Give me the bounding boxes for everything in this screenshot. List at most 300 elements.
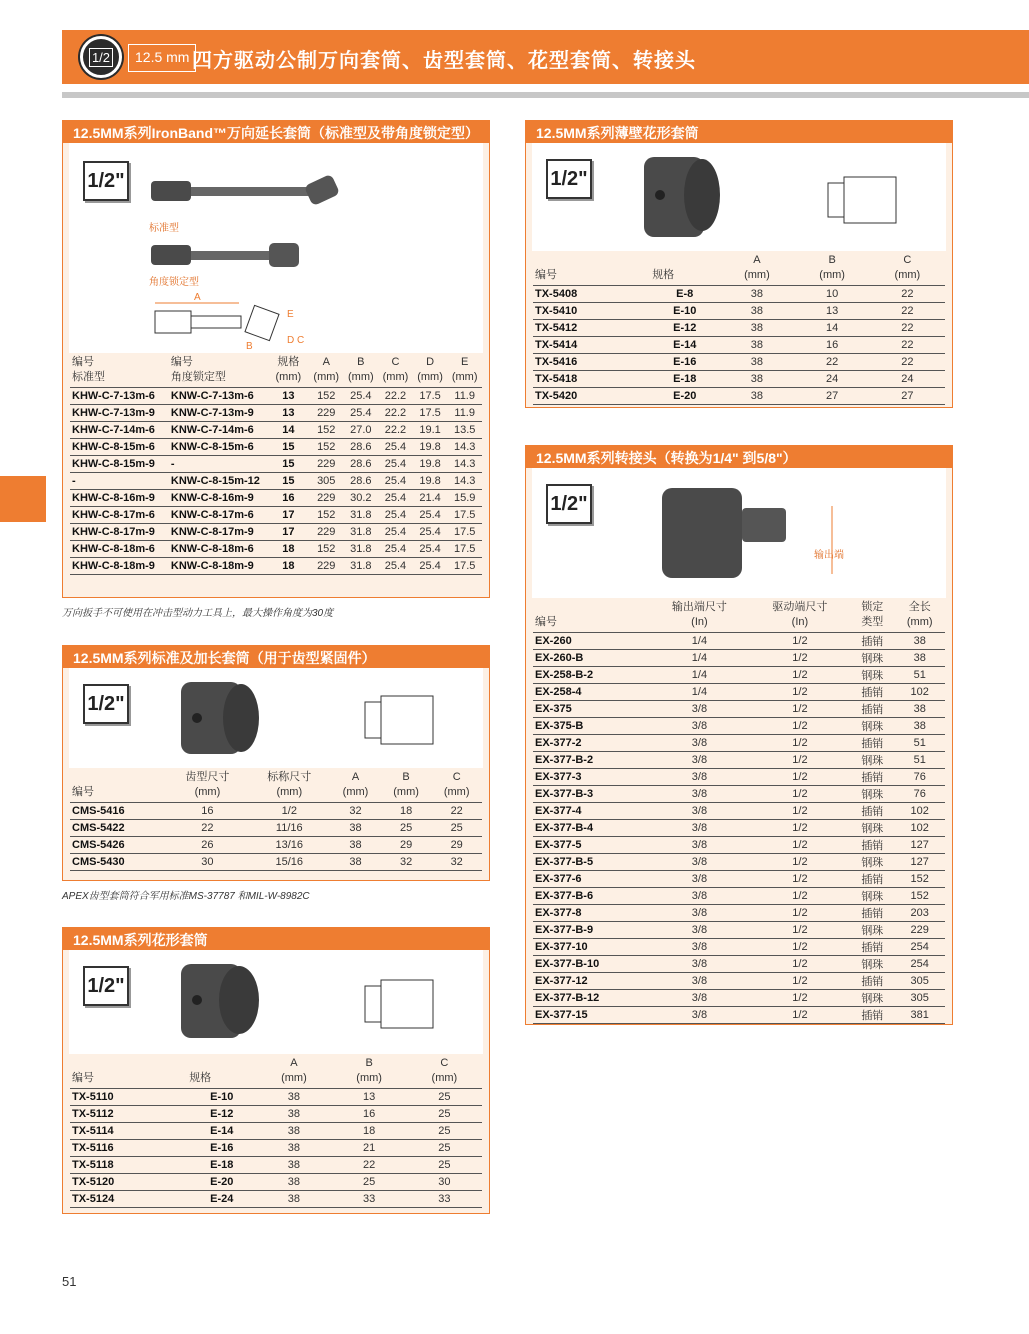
table-cell: TX-5112 (70, 1106, 187, 1123)
table-cell: EX-377-4 (533, 803, 649, 820)
table-cell: TX-5410 (533, 303, 650, 320)
table-row (533, 820, 945, 837)
table-cell: TX-5420 (533, 388, 650, 405)
table-cell: 钢珠 (850, 990, 894, 1007)
table-cell: E-20 (650, 388, 719, 405)
spline-note: APEX齿型套筒符合军用标准MS-37787 和MIL-W-8982C (62, 891, 310, 902)
socket-locked-icon (151, 243, 299, 267)
table-cell: 17.5 (447, 558, 482, 575)
thin-torx-table (533, 251, 945, 405)
table-cell: 16 (167, 803, 249, 820)
table-row (533, 388, 945, 405)
table-cell: 38 (256, 1157, 331, 1174)
table-cell: 31.8 (344, 524, 379, 541)
table-row (533, 684, 945, 701)
table-cell: 3/8 (649, 701, 750, 718)
table-cell: 31.8 (344, 507, 379, 524)
table-row (70, 524, 482, 541)
table-cell: 1/2 (750, 667, 851, 684)
side-tab-marker (0, 476, 46, 522)
table-cell: 22 (870, 320, 945, 337)
table-cell: 钢珠 (850, 888, 894, 905)
table-cell: 22 (332, 1157, 407, 1174)
table-cell: 203 (894, 905, 945, 922)
table-cell: TX-5414 (533, 337, 650, 354)
table-cell: 1/4 (649, 684, 750, 701)
table-cell: 51 (894, 752, 945, 769)
column-header: 齿型尺寸 (mm) (185, 771, 230, 798)
table-cell: EX-258-B-2 (533, 667, 649, 684)
table-cell: 38 (719, 337, 794, 354)
table-cell: 22 (870, 337, 945, 354)
table-cell: 229 (894, 922, 945, 939)
table-cell: 32 (431, 854, 482, 871)
table-cell: 3/8 (649, 888, 750, 905)
table-row (70, 456, 482, 473)
table-cell: 25.4 (413, 541, 448, 558)
table-row (533, 786, 945, 803)
table-cell: 38 (256, 1123, 331, 1140)
table-cell: 38 (719, 303, 794, 320)
table-cell: KHW-C-8-15m-9 (70, 456, 169, 473)
column-header: 编号 (535, 616, 557, 628)
panel-title: 12.5MM系列转接头（转换为1/4" 到5/8"） (526, 446, 952, 468)
table-cell: 插销 (850, 939, 894, 956)
table-cell: KNW-C-7-13m-6 (169, 388, 268, 405)
table-cell: 38 (330, 837, 381, 854)
table-cell: TX-5114 (70, 1123, 187, 1140)
table-cell: 22.2 (378, 422, 413, 439)
table-cell: 17.5 (447, 541, 482, 558)
table-cell: 229 (309, 524, 344, 541)
table-cell: 1/2 (750, 871, 851, 888)
table-cell: 24 (870, 371, 945, 388)
table-cell: 152 (894, 871, 945, 888)
product-image-area (69, 668, 483, 768)
table-cell: 3/8 (649, 803, 750, 820)
table-row (533, 990, 945, 1007)
table-cell: 38 (719, 371, 794, 388)
table-cell: 38 (894, 701, 945, 718)
table-cell: 插销 (850, 837, 894, 854)
table-cell: 22 (167, 820, 249, 837)
table-cell: 14.3 (447, 473, 482, 490)
table-cell: 24 (795, 371, 870, 388)
table-row (70, 1174, 482, 1191)
table-cell: KNW-C-8-16m-9 (169, 490, 268, 507)
table-row (70, 803, 482, 820)
table-cell: 3/8 (649, 820, 750, 837)
table-cell: 3/8 (649, 769, 750, 786)
table-row (533, 701, 945, 718)
table-cell: 1/2 (750, 735, 851, 752)
table-cell: 钢珠 (850, 752, 894, 769)
table-cell: EX-377-8 (533, 905, 649, 922)
table-cell: 38 (256, 1140, 331, 1157)
panel-title: 12.5MM系列花形套筒 (63, 928, 489, 950)
table-row (533, 837, 945, 854)
table-cell: 14.3 (447, 439, 482, 456)
table-cell: EX-377-B-3 (533, 786, 649, 803)
table-cell: 13.5 (447, 422, 482, 439)
table-cell: 1/2 (750, 803, 851, 820)
table-cell: 27 (870, 388, 945, 405)
table-row (533, 922, 945, 939)
table-cell: KHW-C-7-13m-9 (70, 405, 169, 422)
table-row (533, 854, 945, 871)
table-cell: 15.9 (447, 490, 482, 507)
column-header: 编号 角度锁定型 (170, 356, 226, 383)
table-cell: 127 (894, 854, 945, 871)
torx-table (70, 1054, 482, 1208)
table-cell: 28.6 (344, 456, 379, 473)
table-cell: TX-5118 (70, 1157, 187, 1174)
table-cell: 38 (256, 1174, 331, 1191)
table-cell: 17.5 (447, 507, 482, 524)
table-cell: 14 (268, 422, 309, 439)
product-image-area (69, 950, 483, 1054)
table-cell: E-14 (187, 1123, 256, 1140)
table-cell: TX-5116 (70, 1140, 187, 1157)
table-cell: 1/4 (649, 650, 750, 667)
table-cell: 152 (894, 888, 945, 905)
table-row (70, 837, 482, 854)
table-cell: CMS-5422 (70, 820, 167, 837)
column-header: 标称尺寸 (mm) (267, 771, 312, 798)
table-cell: EX-377-10 (533, 939, 649, 956)
table-cell: 1/2 (750, 973, 851, 990)
spline-socket-illustration (69, 668, 483, 768)
panel-universal (62, 120, 490, 598)
table-row (70, 422, 482, 439)
table-cell: 1/2 (750, 684, 851, 701)
table-cell: 76 (894, 769, 945, 786)
table-cell: 插销 (850, 905, 894, 922)
table-cell: 1/2 (750, 633, 851, 650)
table-cell: TX-5416 (533, 354, 650, 371)
column-header: 规格 (652, 269, 675, 281)
table-cell: 381 (894, 1007, 945, 1024)
table-row (70, 854, 482, 871)
universal-note: 万向扳手不可使用在冲击型动力工具上，最大操作角度为30度 (62, 608, 334, 619)
table-row (533, 752, 945, 769)
table-cell: 3/8 (649, 1007, 750, 1024)
table-cell: 19.8 (413, 456, 448, 473)
table-cell: KNW-C-8-18m-9 (169, 558, 268, 575)
table-cell: 51 (894, 735, 945, 752)
table-cell: 13/16 (248, 837, 330, 854)
table-cell: 29 (431, 837, 482, 854)
table-cell: 1/2 (750, 786, 851, 803)
column-header: D (mm) (417, 356, 443, 383)
table-cell: 插销 (850, 871, 894, 888)
table-cell: 25.4 (378, 473, 413, 490)
table-cell: 22 (795, 354, 870, 371)
table-cell: 28.6 (344, 473, 379, 490)
table-cell: 254 (894, 939, 945, 956)
table-cell: 22 (870, 286, 945, 303)
table-cell: 38 (719, 320, 794, 337)
panel-spline (62, 645, 490, 881)
svg-text:B: B (246, 341, 253, 352)
table-row (533, 633, 945, 650)
table-cell: 25.4 (413, 507, 448, 524)
table-cell: 33 (407, 1191, 482, 1208)
table-cell: EX-260 (533, 633, 649, 650)
table-cell: E-12 (187, 1106, 256, 1123)
table-cell: E-16 (650, 354, 719, 371)
table-cell: 13 (268, 388, 309, 405)
table-cell: 102 (894, 803, 945, 820)
table-cell: 3/8 (649, 905, 750, 922)
table-cell: TX-5110 (70, 1089, 187, 1106)
table-cell: KHW-C-7-13m-6 (70, 388, 169, 405)
table-cell: 钢珠 (850, 854, 894, 871)
table-cell: 1/2 (750, 769, 851, 786)
product-image-area (69, 143, 483, 353)
column-header: C (mm) (382, 356, 409, 383)
table-cell: KHW-C-8-15m-6 (70, 439, 169, 456)
table-cell: E-8 (650, 286, 719, 303)
table-cell: 152 (309, 507, 344, 524)
table-cell: 22 (870, 303, 945, 320)
page-number: 51 (62, 1274, 77, 1289)
table-cell: 38 (894, 633, 945, 650)
drive-size-box: 1/2" (83, 161, 129, 201)
table-row (70, 405, 482, 422)
table-cell: KHW-C-8-18m-9 (70, 558, 169, 575)
table-cell: KHW-C-8-16m-9 (70, 490, 169, 507)
table-cell: 3/8 (649, 718, 750, 735)
column-header: 规格 (189, 1072, 212, 1084)
table-cell: KNW-C-7-13m-9 (169, 405, 268, 422)
table-cell: 25 (407, 1123, 482, 1140)
column-header: A (mm) (281, 1057, 307, 1084)
table-cell: KNW-C-8-15m-6 (169, 439, 268, 456)
column-header: C (mm) (443, 771, 470, 798)
torx-socket-illustration (69, 950, 483, 1054)
table-row (533, 956, 945, 973)
table-cell: 25.4 (378, 490, 413, 507)
table-cell: 25 (381, 820, 432, 837)
table-cell: 1/2 (750, 854, 851, 871)
table-cell: 32 (330, 803, 381, 820)
table-cell: 25 (332, 1174, 407, 1191)
table-cell: 26 (167, 837, 249, 854)
table-cell: 插销 (850, 684, 894, 701)
panel-title: 12.5MM系列标准及加长套筒（用于齿型紧固件） (63, 646, 489, 668)
table-row (70, 1089, 482, 1106)
table-row (533, 735, 945, 752)
table-cell: 31.8 (344, 541, 379, 558)
table-cell: 25.4 (344, 405, 379, 422)
table-cell: 钢珠 (850, 718, 894, 735)
table-cell: TX-5124 (70, 1191, 187, 1208)
table-cell: 152 (309, 439, 344, 456)
table-cell: TX-5408 (533, 286, 650, 303)
table-cell: 钢珠 (850, 820, 894, 837)
table-cell: KHW-C-7-14m-6 (70, 422, 169, 439)
table-cell: 16 (795, 337, 870, 354)
table-cell: 21.4 (413, 490, 448, 507)
table-row (533, 303, 945, 320)
table-cell: CMS-5430 (70, 854, 167, 871)
table-cell: 152 (309, 541, 344, 558)
table-cell: 38 (894, 718, 945, 735)
table-cell: 1/2 (750, 701, 851, 718)
table-cell: 钢珠 (850, 956, 894, 973)
header-divider (62, 92, 1029, 98)
panel-adapter (525, 445, 953, 1025)
table-row (70, 820, 482, 837)
table-cell: 3/8 (649, 837, 750, 854)
table-cell: 钢珠 (850, 650, 894, 667)
table-cell: 1/2 (750, 820, 851, 837)
table-cell: CMS-5416 (70, 803, 167, 820)
table-row (533, 286, 945, 303)
table-cell: 17 (268, 524, 309, 541)
column-header: A (mm) (313, 356, 340, 383)
table-cell: 钢珠 (850, 786, 894, 803)
table-cell: 3/8 (649, 786, 750, 803)
table-cell: 25.4 (413, 558, 448, 575)
header-size: 12.5 mm (128, 44, 196, 72)
table-cell: EX-377-B-10 (533, 956, 649, 973)
table-cell: 33 (332, 1191, 407, 1208)
thin-torx-socket-illustration (532, 143, 946, 251)
table-header-row (533, 598, 945, 633)
column-header: C (mm) (431, 1057, 458, 1084)
table-row (533, 667, 945, 684)
table-cell: 1/4 (649, 667, 750, 684)
table-cell: 13 (795, 303, 870, 320)
table-cell: 38 (894, 650, 945, 667)
table-cell: KHW-C-8-17m-6 (70, 507, 169, 524)
table-cell: 19.8 (413, 473, 448, 490)
dimension-diagram (155, 303, 279, 341)
table-cell: 插销 (850, 769, 894, 786)
table-cell: EX-375 (533, 701, 649, 718)
table-cell: 229 (309, 558, 344, 575)
table-cell: 11.9 (447, 388, 482, 405)
drive-size-box: 1/2" (546, 159, 592, 199)
table-header-row (533, 251, 945, 286)
table-cell: 38 (256, 1191, 331, 1208)
table-row (533, 973, 945, 990)
table-cell: KNW-C-7-14m-6 (169, 422, 268, 439)
column-header: 规格 (mm) (275, 356, 302, 383)
column-header: B (mm) (393, 771, 419, 798)
table-cell: KNW-C-8-18m-6 (169, 541, 268, 558)
table-cell: 102 (894, 684, 945, 701)
table-cell: 254 (894, 956, 945, 973)
table-row (533, 803, 945, 820)
table-cell: KNW-C-8-15m-12 (169, 473, 268, 490)
table-cell: 30.2 (344, 490, 379, 507)
table-cell: 31.8 (344, 558, 379, 575)
column-header: 全长 (mm) (906, 601, 933, 628)
table-cell: 25 (407, 1089, 482, 1106)
socket-standard-icon (151, 174, 340, 207)
table-cell: 229 (309, 405, 344, 422)
table-cell: 18 (268, 558, 309, 575)
panel-torx (62, 927, 490, 1214)
table-cell: 18 (332, 1123, 407, 1140)
table-cell: KNW-C-8-17m-6 (169, 507, 268, 524)
table-cell: 3/8 (649, 939, 750, 956)
product-image-area (532, 468, 946, 598)
table-cell: 27 (795, 388, 870, 405)
table-cell: E-18 (650, 371, 719, 388)
column-header: A (mm) (744, 254, 770, 281)
table-cell: 1/2 (750, 905, 851, 922)
table-cell: TX-5418 (533, 371, 650, 388)
column-header: 输出端尺寸 (In) (671, 601, 727, 628)
table-cell: - (169, 456, 268, 473)
table-cell: EX-260-B (533, 650, 649, 667)
table-cell: 14.3 (447, 456, 482, 473)
table-cell: EX-258-4 (533, 684, 649, 701)
table-cell: EX-377-3 (533, 769, 649, 786)
table-cell: EX-375-B (533, 718, 649, 735)
table-cell: 25 (407, 1157, 482, 1174)
svg-text:C: C (297, 335, 305, 346)
table-cell: 3/8 (649, 922, 750, 939)
svg-text:D: D (287, 335, 295, 346)
table-cell: 127 (894, 837, 945, 854)
table-cell: 25 (407, 1106, 482, 1123)
table-cell: 38 (719, 354, 794, 371)
table-cell: 38 (719, 388, 794, 405)
column-header: 锁定 类型 (861, 601, 884, 628)
table-cell: 1/2 (750, 1007, 851, 1024)
table-cell: 38 (330, 854, 381, 871)
column-header: B (mm) (819, 254, 845, 281)
table-cell: 钢珠 (850, 922, 894, 939)
table-cell: 22.2 (378, 405, 413, 422)
table-cell: 3/8 (649, 871, 750, 888)
table-cell: 25.4 (378, 439, 413, 456)
table-cell: 17 (268, 507, 309, 524)
table-cell: TX-5412 (533, 320, 650, 337)
table-cell: E-18 (187, 1157, 256, 1174)
table-cell: 229 (309, 456, 344, 473)
table-row (70, 541, 482, 558)
table-cell: EX-377-B-6 (533, 888, 649, 905)
table-cell: EX-377-2 (533, 735, 649, 752)
adapter-illustration (532, 468, 946, 598)
table-row (533, 371, 945, 388)
table-cell: 152 (309, 388, 344, 405)
table-cell: 38 (719, 286, 794, 303)
table-row (70, 439, 482, 456)
column-header: 驱动端尺寸 (In) (772, 601, 828, 628)
column-header: 编号 标准型 (72, 356, 105, 383)
table-cell: 22 (431, 803, 482, 820)
table-cell: CMS-5426 (70, 837, 167, 854)
table-row (70, 388, 482, 405)
table-cell: EX-377-5 (533, 837, 649, 854)
table-cell: 229 (309, 490, 344, 507)
table-cell: 1/2 (750, 956, 851, 973)
table-row (70, 1106, 482, 1123)
table-cell: 1/2 (750, 752, 851, 769)
table-cell: 305 (309, 473, 344, 490)
table-cell: 1/4 (649, 633, 750, 650)
table-cell: E-14 (650, 337, 719, 354)
table-header-row (70, 353, 482, 388)
table-cell: 3/8 (649, 956, 750, 973)
